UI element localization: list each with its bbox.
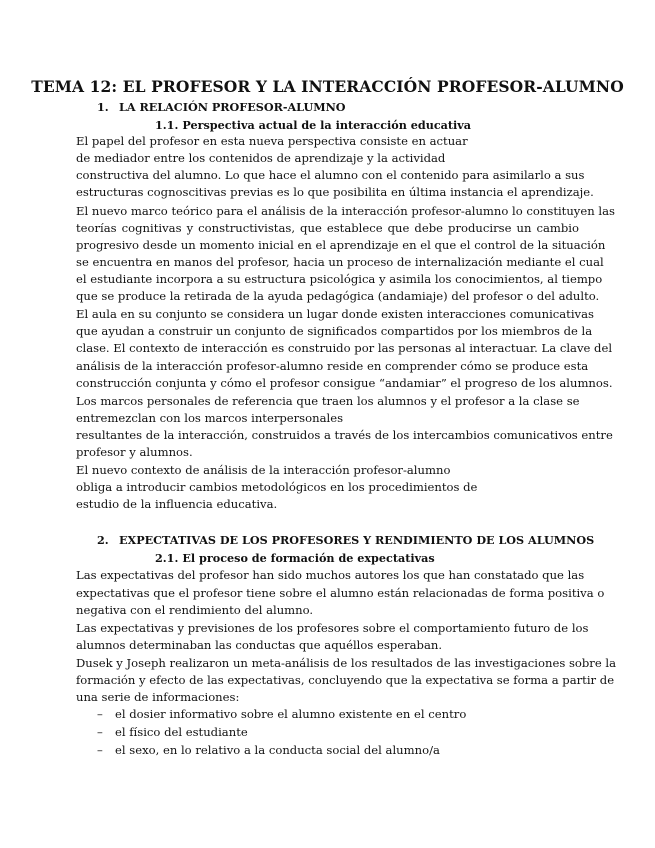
paragraph-line: estructuras cognoscitivas previas es lo que posibilita en última instancia el aprendizaje.: [76, 185, 594, 199]
paragraph-line: expectativas que el profesor tiene sobre el alumno están relacionadas de forma positiva o: [76, 586, 605, 600]
paragraph-line: El aula en su conjunto se considera un lugar donde existen interacciones comunicativas: [76, 307, 594, 321]
paragraph-line: una serie de informaciones:: [76, 690, 240, 704]
paragraph-line: estudio de la influencia educativa.: [76, 497, 278, 511]
section-1-heading-text: LA RELACIÓN PROFESOR-ALUMNO: [119, 100, 346, 114]
list-item-text: el físico del estudiante: [115, 725, 248, 739]
paragraph-line: Las expectativas y previsiones de los profesores sobre el comportamiento futuro de los: [76, 621, 589, 635]
list-item-text: el sexo, en lo relativo a la conducta social del alumno/a: [115, 743, 440, 757]
paragraph-line: negativa con el rendimiento del alumno.: [76, 603, 314, 617]
paragraph-line: clase. El contexto de interacción es construido por las personas al interactuar. La clave del: [76, 341, 613, 355]
section-2-heading: [97, 533, 594, 547]
bullet-marker: –: [97, 725, 103, 739]
paragraph-line: análisis de la interacción profesor-alumno reside en comprender cómo se produce esta: [76, 359, 589, 373]
list-item-text: el dosier informativo sobre el alumno existente en el centro: [115, 707, 467, 721]
paragraph-line: constructiva del alumno. Lo que hace el alumno con el contenido para asimilarlo a sus: [76, 168, 585, 182]
paragraph-line: que se produce la retirada de la ayuda pedagógica (andamiaje) del profesor o del adulto.: [76, 289, 600, 303]
subsection-2-1-heading-text: El proceso de formación de expectativas: [182, 551, 435, 565]
paragraph-line: Dusek y Joseph realizaron un meta-análisis de los resultados de las investigaciones sobre la: [76, 656, 617, 670]
bullet-marker: –: [97, 707, 103, 721]
subsection-1-1-number: 1.1.: [155, 118, 179, 132]
paragraph-line: alumnos determinaban las conductas que aquéllos esperaban.: [76, 638, 443, 652]
paragraph-line: El nuevo marco teórico para el análisis de la interacción profesor-alumno lo constituyen las: [76, 204, 615, 218]
section-2-number: 2.: [97, 533, 109, 547]
section-1-heading: [97, 100, 346, 114]
document-title: TEMA 12: EL PROFESOR Y LA INTERACCIÓN PROFESOR-ALUMNO: [31, 77, 624, 96]
section-2-heading-text: EXPECTATIVAS DE LOS PROFESORES Y RENDIMIENTO DE LOS ALUMNOS: [119, 533, 595, 547]
paragraph-line: Los marcos personales de referencia que traen los alumnos y el profesor a la clase se: [76, 394, 580, 408]
paragraph-line: que ayudan a construir un conjunto de significados compartidos por los miembros de la: [76, 324, 593, 338]
subsection-1-1-heading-text: Perspectiva actual de la interacción educativa: [182, 118, 472, 132]
section-1-number: 1.: [97, 100, 109, 114]
paragraph-line: de mediador entre los contenidos de aprendizaje y la actividad: [76, 151, 446, 165]
bullet-marker: –: [97, 743, 103, 757]
paragraph-line: teorías cognitivas y constructivistas, que establece que debe producirse un cambio: [76, 221, 579, 235]
subsection-1-1-heading: [155, 118, 471, 132]
paragraph-line: profesor y alumnos.: [76, 445, 193, 459]
paragraph-line: formación y efecto de las expectativas, concluyendo que la expectativa se forma a partir de: [76, 673, 615, 687]
subsection-2-1-number: 2.1.: [155, 551, 179, 565]
paragraph-line: progresivo desde un momento inicial en el aprendizaje en el que el control de la situación: [76, 238, 606, 252]
subsection-2-1-heading: [155, 551, 435, 565]
paragraph-line: El nuevo contexto de análisis de la interacción profesor-alumno: [76, 463, 451, 477]
paragraph-line: construcción conjunta y cómo el profesor consigue “andamiar” el progreso de los alumnos.: [76, 376, 613, 390]
paragraph-line: se encuentra en manos del profesor, hacia un proceso de internalización mediante el cual: [76, 255, 604, 269]
paragraph-line: El papel del profesor en esta nueva perspectiva consiste en actuar: [76, 134, 468, 148]
paragraph-line: el estudiante incorpora a su estructura psicológica y asimila los conocimientos, al tiempo: [76, 272, 603, 286]
paragraph-line: Las expectativas del profesor han sido muchos autores los que han constatado que las: [76, 568, 585, 582]
paragraph-line: obliga a introducir cambios metodológicos en los procedimientos de: [76, 480, 478, 494]
paragraph-line: resultantes de la interacción, construidos a través de los intercambios comunicativos entre: [76, 428, 613, 442]
paragraph-line: entremezclan con los marcos interpersonales: [76, 411, 344, 425]
